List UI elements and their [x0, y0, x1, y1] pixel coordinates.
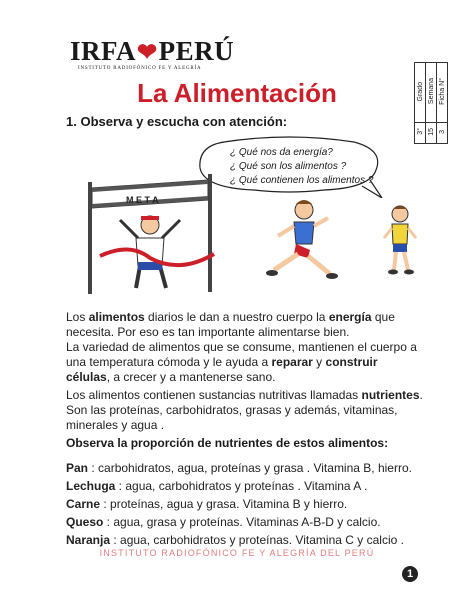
p1-text: una temperatura cómoda y le ayuda a: [66, 355, 272, 369]
semana-label-cell: [426, 63, 437, 123]
p1-text: , a crecer y a mantenerse sano.: [106, 370, 276, 384]
banner-text: M E T A: [126, 195, 159, 205]
ficha-value: 3: [438, 130, 446, 135]
food-item-queso: [66, 515, 381, 529]
logo-left-text: IRFA: [70, 36, 136, 66]
subheading: Observa la proporción de nutrientes de estos alimentos:: [66, 436, 389, 450]
p1-bold-energia: energía: [328, 310, 372, 324]
food-name: Pan: [66, 461, 89, 475]
p2-line-1: [66, 388, 423, 403]
footer: INSTITUTO RADIOFÓNICO FE Y ALEGRÍA DEL PERÚ: [99, 548, 375, 558]
p1-line-3: La variedad de alimentos que se consume, mantienen el cuerpo a: [66, 340, 417, 354]
food-name: Queso: [66, 515, 104, 529]
finish-line-illustration: [80, 170, 220, 295]
food-desc: : agua, grasa y proteínas. Vitaminas A-B-D y calcio.: [103, 515, 381, 529]
p2-text: Los alimentos contienen sustancias nutritivas llamadas: [66, 388, 362, 402]
paragraph-2: [66, 388, 423, 433]
ficha-value-cell: [437, 122, 448, 143]
ficha-label-cell: [437, 63, 448, 123]
p1-bold-construir: construir: [325, 355, 378, 369]
food-item-carne: [66, 497, 347, 511]
food-item-pan: [66, 461, 412, 475]
heart-icon: ❤: [137, 40, 158, 66]
p1-text: diarios le dan a nuestro cuerpo la: [144, 310, 329, 324]
page-title: La Alimentación: [137, 78, 337, 108]
p1-bold-reparar: reparar: [271, 355, 313, 369]
p1-text: Los: [66, 310, 89, 324]
food-item-lechuga: [66, 479, 367, 493]
grado-value: 3°: [416, 128, 424, 136]
ficha-label: Ficha N°: [438, 77, 446, 105]
paragraph-1: [66, 310, 417, 385]
semana-value: 15: [427, 127, 435, 136]
page-number: 1: [402, 566, 418, 582]
food-name: Lechuga: [66, 479, 116, 493]
food-desc: : proteínas, agua y grasa. Vitamina B y hierro.: [100, 497, 348, 511]
food-item-naranja: [66, 533, 404, 547]
bubble-line-3: ¿ Qué contienen los alimentos ?: [230, 175, 374, 186]
semana-label: Semana: [427, 78, 435, 105]
food-desc: : agua, carbohidratos y proteínas . Vitamina A .: [115, 479, 368, 493]
bubble-line-2: ¿ Qué son los alimentos ?: [230, 161, 347, 172]
logo: [70, 36, 234, 67]
grado-label: Grado: [416, 81, 424, 101]
logo-right-text: PERÚ: [158, 36, 235, 66]
food-desc: : agua, carbohidratos y proteínas. Vitamina C y calcio .: [110, 533, 404, 547]
bubble-line-1: ¿ Qué nos da energía?: [230, 147, 333, 158]
food-name: Naranja: [66, 533, 111, 547]
grado-label-cell: [415, 63, 426, 123]
food-desc: : carbohidratos, agua, proteínas y grasa . Vitamina B, hierro.: [88, 461, 412, 475]
p2-line-2: Son las proteínas, carbohidratos, grasas y además, vitaminas,: [66, 403, 398, 417]
p2-bold-nutrientes: nutrientes: [361, 388, 420, 402]
p1-text: que: [371, 310, 395, 324]
p1-line-1: [66, 310, 417, 325]
info-table: [414, 62, 448, 144]
p1-text: y: [312, 355, 326, 369]
semana-value-cell: [426, 122, 437, 143]
logo-subtitle: INSTITUTO RADIOFÓNICO FE Y ALEGRÍA: [78, 66, 202, 71]
bubble-text: [230, 146, 373, 188]
p1-bold-celulas: células: [66, 370, 107, 384]
boy-illustration: [380, 204, 420, 276]
p2-text: .: [419, 388, 423, 402]
food-name: Carne: [66, 497, 101, 511]
p2-line-3: minerales y agua .: [66, 418, 165, 432]
instruction: 1. Observa y escucha con atención:: [66, 114, 288, 129]
grado-value-cell: [415, 122, 426, 143]
p1-bold-alimentos: alimentos: [88, 310, 145, 324]
running-girl-illustration: [264, 196, 344, 286]
p1-line-5: [66, 370, 417, 385]
p1-line-4: [66, 355, 417, 370]
p1-line-2: necesita. Por eso es tan importante alimentarse bien.: [66, 325, 350, 339]
